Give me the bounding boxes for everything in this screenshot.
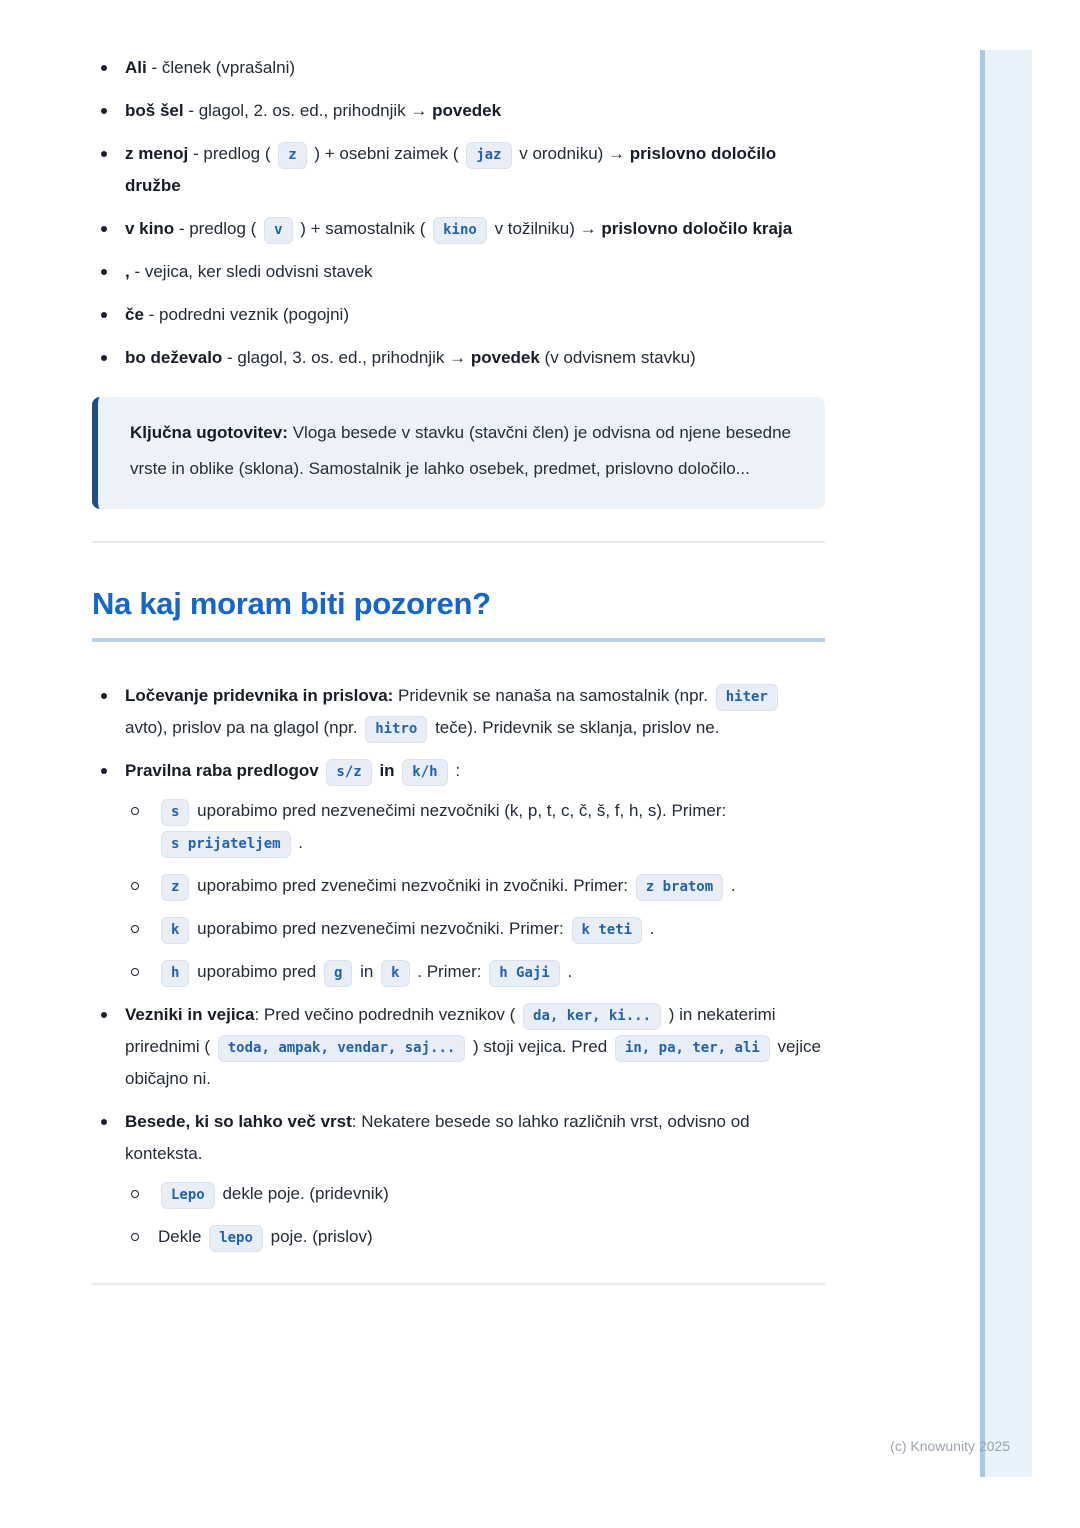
bold-text: in: [379, 761, 395, 780]
document-content: [92, 52, 825, 1285]
sublist-item: [125, 870, 825, 902]
list-item-text: Ločevanje pridevnika in prislova: Pridevnik se nanaša na samostalnik (npr. hiter avto), prislov pa na glagol (npr. hitro teče). Pridevnik se sklanja, prislov ne.: [125, 686, 781, 737]
code-chip: h: [161, 960, 189, 987]
sublist-item-text: Dekle lepo poje. (prislov): [158, 1227, 373, 1246]
bold-text: z menoj: [125, 144, 189, 163]
sublist-item: [125, 1221, 825, 1253]
list-item-text: Vezniki in vejica: Pred večino podrednih veznikov ( da, ker, ki... ) in nekaterimi prirednimi ( toda, ampak, vendar, saj... ) stoji vejica. Pred in, pa, ter, ali vejice običajno ni.: [125, 1005, 821, 1088]
bottom-divider: [92, 1283, 825, 1285]
sublist-item-text: h uporabimo pred g in k . Primer: h Gaji .: [158, 962, 572, 981]
code-chip: lepo: [209, 1225, 263, 1252]
bold-text: Besede, ki so lahko več vrst: [125, 1112, 352, 1131]
list-item: [92, 755, 825, 988]
code-chip: Lepo: [161, 1182, 215, 1209]
code-chip: s: [161, 799, 189, 826]
code-chip: jaz: [466, 142, 511, 169]
tips-section: [92, 680, 825, 1253]
code-chip: s/z: [326, 759, 371, 786]
sublist-item-text: Lepo dekle poje. (pridevnik): [158, 1184, 389, 1203]
section-title: Na kaj moram biti pozoren?: [92, 585, 825, 642]
code-chip: da, ker, ki...: [523, 1003, 661, 1030]
list-item: [92, 999, 825, 1095]
list-item-text: Besede, ki so lahko več vrst: Nekatere besede so lahko različnih vrst, odvisno od konteksta.: [125, 1112, 750, 1163]
list-item: [92, 52, 825, 84]
sublist-item-text: z uporabimo pred zvenečimi nezvočniki in zvočniki. Primer: z bratom .: [158, 876, 736, 895]
tips-list: [92, 680, 825, 1253]
bold-text: v kino: [125, 219, 175, 238]
code-chip: z bratom: [636, 874, 723, 901]
bold-text: prislovno določilo kraja: [601, 219, 793, 238]
bold-text: povedek: [470, 348, 540, 367]
sublist-item: [125, 1178, 825, 1210]
callout-box: [92, 397, 825, 509]
list-item: [92, 1106, 825, 1253]
scrollbar-track[interactable]: [985, 50, 1032, 1477]
sublist-item: [125, 913, 825, 945]
code-chip: s prijateljem: [161, 831, 291, 858]
bold-text: Vezniki in vejica: [125, 1005, 255, 1024]
list-item: [92, 213, 825, 245]
list-item: [92, 256, 825, 288]
code-chip: k: [161, 917, 189, 944]
bold-text: Pravilna raba predlogov: [125, 761, 319, 780]
bold-text: Ločevanje pridevnika in prislova:: [125, 686, 394, 705]
code-chip: g: [324, 960, 352, 987]
code-chip: toda, ampak, vendar, saj...: [218, 1035, 466, 1062]
bold-text: boš šel: [125, 101, 184, 120]
callout-text: Ključna ugotovitev: Vloga besede v stavku (stavčni člen) je odvisna od njene besedne vrste in oblike (sklona). Samostalnik je lahko osebek, predmet, prislovno določilo...: [130, 423, 791, 478]
sub-list: [125, 795, 825, 988]
list-item-text: boš šel - glagol, 2. os. ed., prihodnjik → povedek: [125, 101, 502, 120]
list-item: [92, 95, 825, 127]
code-chip: k: [381, 960, 409, 987]
sublist-item-text: s uporabimo pred nezvenečimi nezvočniki (k, p, t, c, č, š, f, h, s). Primer: s prijateljem .: [158, 801, 726, 852]
bold-text: če: [125, 305, 144, 324]
list-item: [92, 342, 825, 374]
code-chip: k/h: [402, 759, 447, 786]
list-item-text: bo deževalo - glagol, 3. os. ed., prihodnjik → povedek (v odvisnem stavku): [125, 348, 696, 367]
bold-text: povedek: [432, 101, 502, 120]
code-chip: z: [161, 874, 189, 901]
sublist-item: [125, 795, 825, 859]
code-chip: k teti: [572, 917, 643, 944]
list-item-text: z menoj - predlog ( z ) + osebni zaimek ( jaz v orodniku) → prislovno določilo družbe: [125, 144, 777, 195]
code-chip: kino: [433, 217, 487, 244]
divider: [92, 541, 825, 543]
list-item-text: Ali - členek (vprašalni): [125, 58, 296, 77]
bold-text: prislovno določilo družbe: [125, 144, 777, 195]
code-chip: hiter: [716, 684, 778, 711]
code-chip: z: [278, 142, 306, 169]
sub-list: [125, 1178, 825, 1253]
code-chip: h Gaji: [489, 960, 560, 987]
analysis-list: [92, 52, 825, 374]
list-item: [92, 680, 825, 744]
list-item: [92, 299, 825, 331]
list-item-text: Pravilna raba predlogov s/z in k/h :: [125, 761, 460, 780]
bold-text: ,: [125, 262, 130, 281]
footer-credit: (c) Knowunity 2025: [890, 1438, 1010, 1454]
list-item-text: , - vejica, ker sledi odvisni stavek: [125, 262, 373, 281]
bold-text: Ali: [125, 58, 147, 77]
code-chip: v: [264, 217, 292, 244]
sublist-item-text: k uporabimo pred nezvenečimi nezvočniki. Primer: k teti .: [158, 919, 655, 938]
scrollbar-thumb[interactable]: [980, 50, 985, 1477]
list-item-text: če - podredni veznik (pogojni): [125, 305, 349, 324]
code-chip: hitro: [365, 716, 427, 743]
list-item: [92, 138, 825, 202]
sublist-item: [125, 956, 825, 988]
bold-text: bo deževalo: [125, 348, 223, 367]
code-chip: in, pa, ter, ali: [615, 1035, 770, 1062]
bold-text: Ključna ugotovitev:: [130, 423, 288, 442]
list-item-text: v kino - predlog ( v ) + samostalnik ( kino v tožilniku) → prislovno določilo kraja: [125, 219, 792, 238]
